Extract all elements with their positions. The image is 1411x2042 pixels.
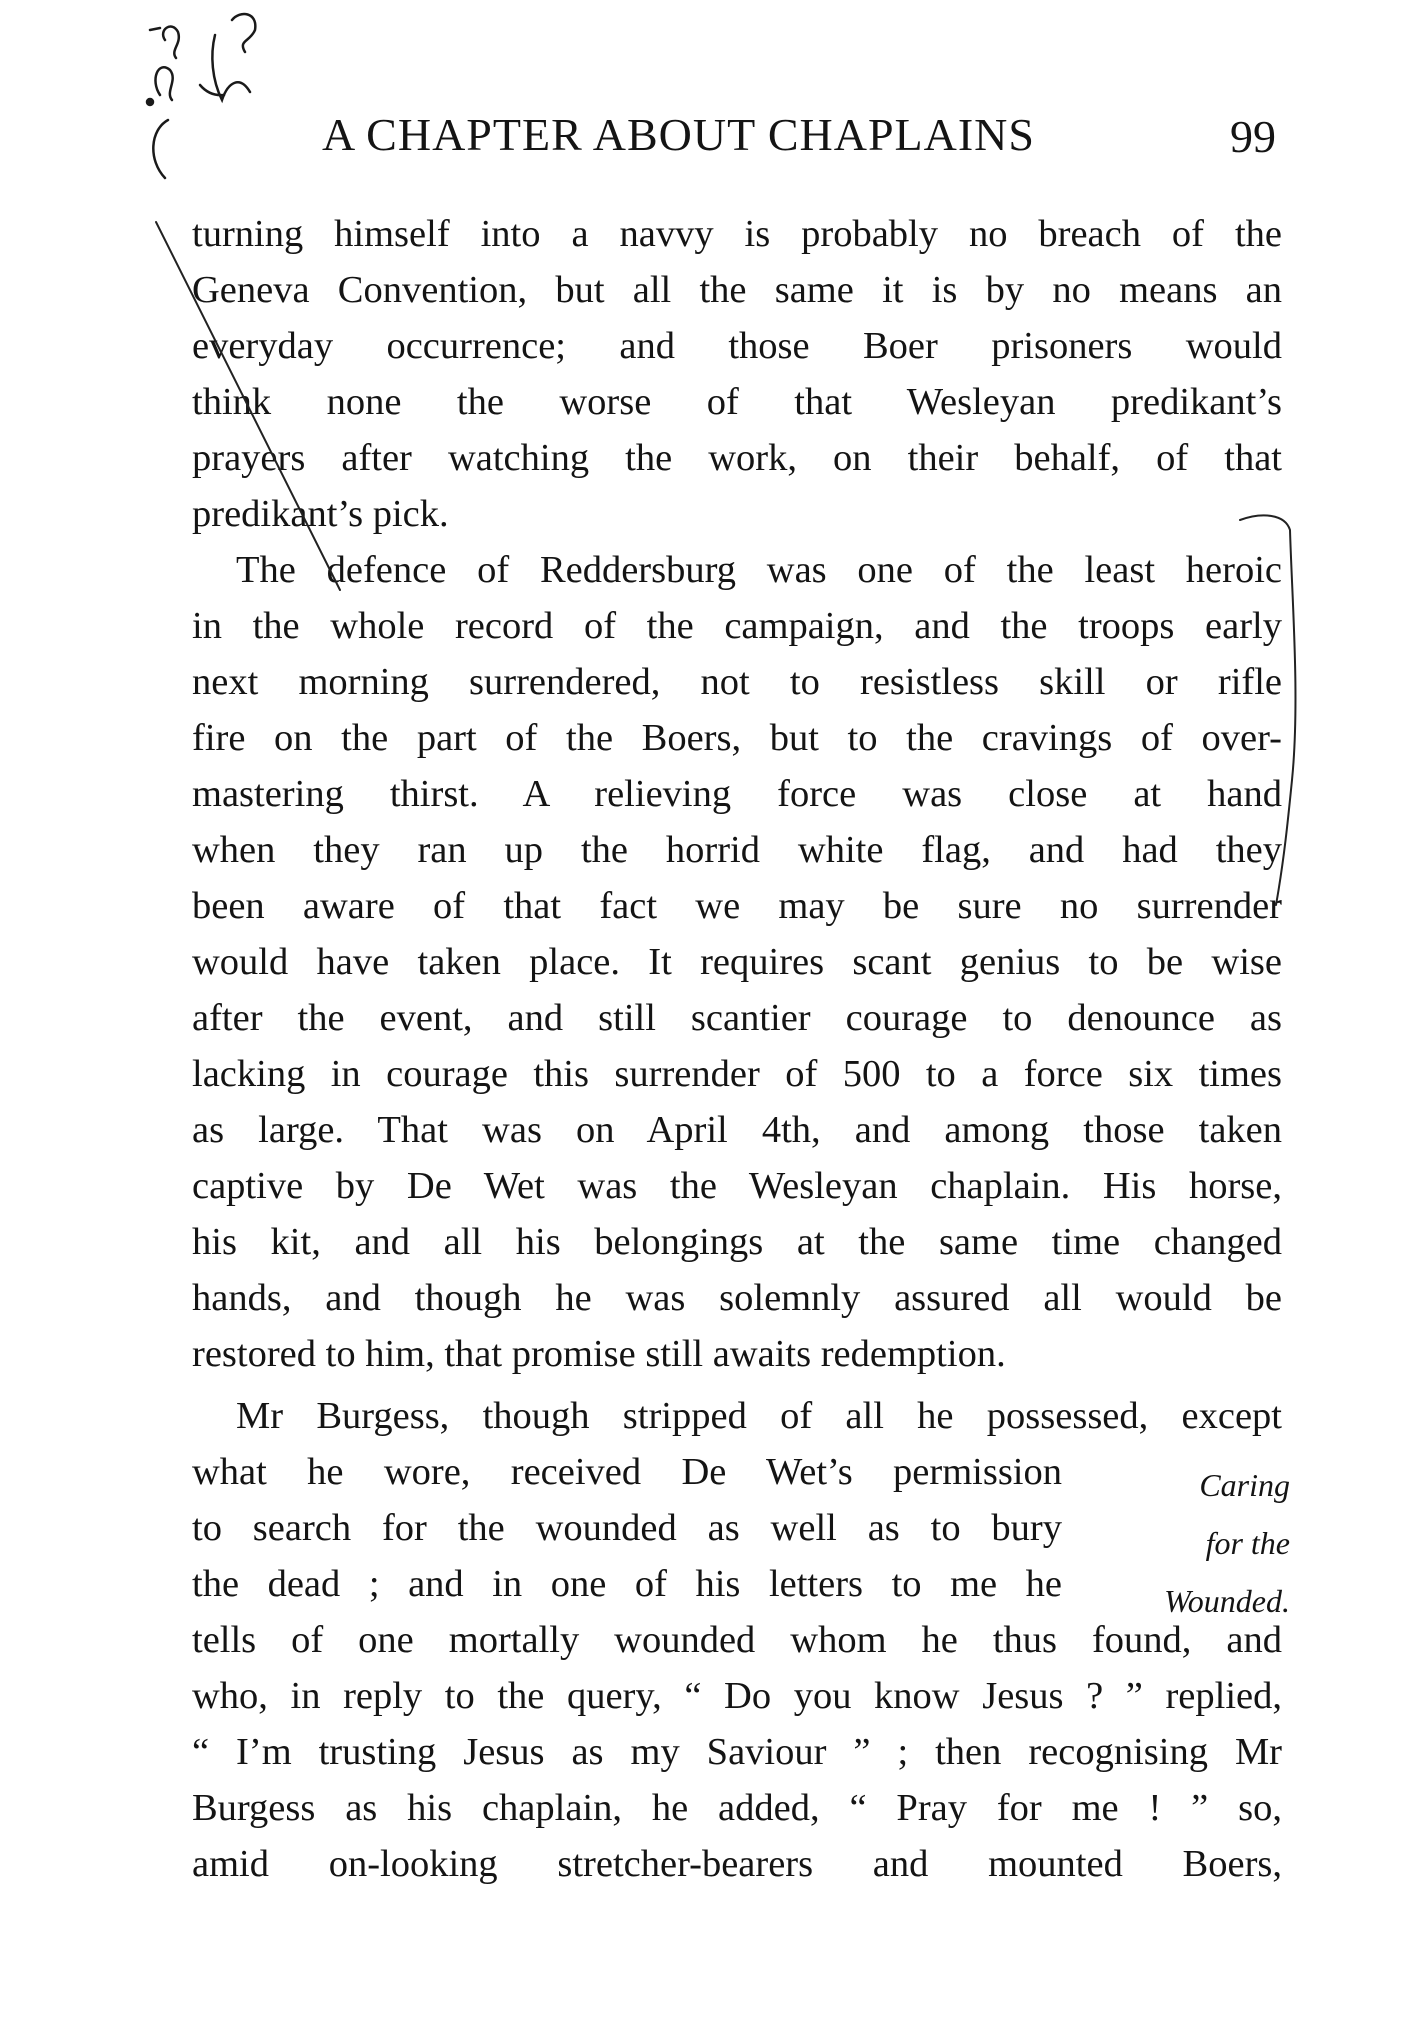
text-line: “ I’m trusting Jesus as my Saviour ” ; then recognising Mr <box>192 1731 1282 1773</box>
text-line: Geneva Convention, but all the same it is by no means an <box>192 269 1282 311</box>
text-line: in the whole record of the campaign, and the troops early <box>192 605 1282 647</box>
text-line: think none the worse of that Wesleyan predikant’s <box>192 381 1282 423</box>
marginal-note-line: Wounded. <box>1164 1583 1290 1619</box>
text-line: turning himself into a navvy is probably no breach of the <box>192 213 1282 255</box>
running-title: A CHAPTER ABOUT CHAPLAINS <box>322 109 1035 160</box>
text-line: captive by De Wet was the Wesleyan chaplain. His horse, <box>192 1165 1282 1207</box>
text-line: amid on-looking stretcher-bearers and mounted Boers, <box>192 1843 1282 1885</box>
text-line: what he wore, received De Wet’s permission <box>192 1451 1062 1493</box>
text-line: his kit, and all his belongings at the same time changed <box>192 1221 1282 1263</box>
text-line: mastering thirst. A relieving force was close at hand <box>192 773 1282 815</box>
text-line: the dead ; and in one of his letters to me he <box>192 1563 1062 1605</box>
text-line: hands, and though he was solemnly assured all would be <box>192 1277 1282 1319</box>
text-line: lacking in courage this surrender of 500 to a force six times <box>192 1053 1282 1095</box>
page-number: 99 <box>1230 111 1276 162</box>
margin-scrawl <box>147 14 255 178</box>
text-line: been aware of that fact we may be sure no surrender <box>192 885 1282 927</box>
text-line: tells of one mortally wounded whom he thus found, and <box>192 1619 1282 1661</box>
text-line: prayers after watching the work, on their behalf, of that <box>192 437 1282 479</box>
text-line: as large. That was on April 4th, and among those taken <box>192 1109 1282 1151</box>
text-line: after the event, and still scantier courage to denounce as <box>192 997 1282 1039</box>
body-text <box>192 206 1282 1892</box>
text-line: restored to him, that promise still awaits redemption. <box>192 1333 1006 1375</box>
text-line: when they ran up the horrid white flag, and had they <box>192 829 1282 871</box>
text-line: Burgess as his chaplain, he added, “ Pray for me ! ” so, <box>192 1787 1282 1829</box>
text-line: who, in reply to the query, “ Do you know Jesus ? ” replied, <box>192 1675 1282 1717</box>
marginal-note-line: for the <box>1205 1525 1290 1561</box>
text-line: would have taken place. It requires scant genius to be wise <box>192 941 1282 983</box>
paragraph-start-line: The defence of Reddersburg was one of the least heroic <box>236 549 1282 591</box>
text-line: fire on the part of the Boers, but to the cravings of over- <box>192 717 1282 759</box>
paragraph-start-line: Mr Burgess, though stripped of all he possessed, except <box>236 1395 1282 1437</box>
marginal-note-line: Caring <box>1199 1467 1290 1503</box>
marginal-note <box>1130 1456 1290 1630</box>
text-line: to search for the wounded as well as to bury <box>192 1507 1062 1549</box>
text-line: next morning surrendered, not to resistless skill or rifle <box>192 661 1282 703</box>
text-line: everyday occurrence; and those Boer prisoners would <box>192 325 1282 367</box>
text-line: predikant’s pick. <box>192 493 449 535</box>
